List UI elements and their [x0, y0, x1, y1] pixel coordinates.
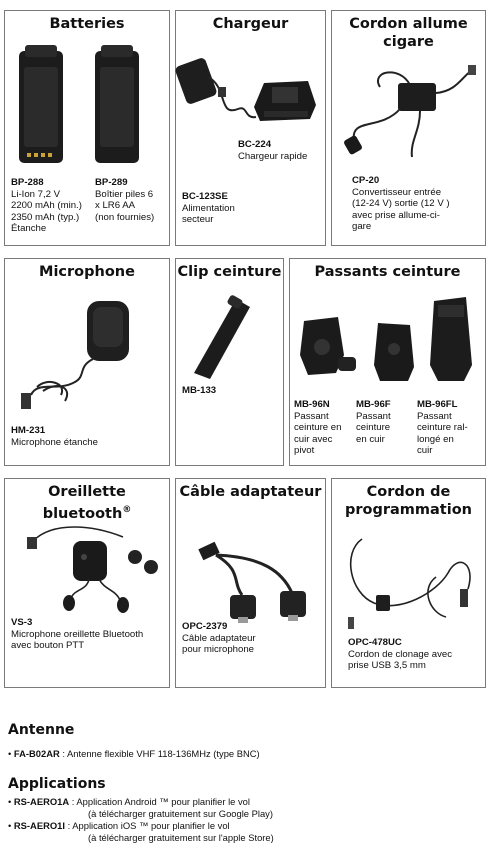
opc-2379-line: Câble adaptateur [182, 632, 256, 644]
bp-288-line: 2350 mAh (typ.) [11, 211, 80, 223]
antenne-heading: Antenne [8, 722, 75, 738]
mb-96fl-caption [417, 399, 468, 457]
app-ios-text: : Application iOS ™ pour planifier le vol [64, 820, 230, 831]
opc-478uc-line: prise USB 3,5 mm [348, 660, 426, 672]
chargeur-panel [175, 10, 326, 246]
programmation-panel [331, 478, 486, 688]
cp-20-caption [352, 175, 450, 233]
hm-231-image [17, 287, 157, 417]
mb-96fl-image [424, 295, 480, 385]
bullet: • [8, 796, 12, 807]
bp-289-line: (non fournies) [95, 211, 155, 223]
hm-231-model: HM-231 [11, 425, 46, 436]
bc-123se-line: secteur [182, 214, 214, 226]
bc-224-model: BC-224 [238, 139, 272, 150]
cp-20-model: CP-20 [352, 175, 380, 186]
mb-96f-line: en cuir [356, 433, 385, 445]
bp-289-line: x LR6 AA [95, 200, 135, 212]
mb-96n-line: Passant [294, 410, 329, 422]
antenne-item [8, 748, 260, 760]
cp-20-line: gare [352, 221, 372, 233]
cable-panel [175, 478, 326, 688]
mb-96f-model: MB-96F [356, 399, 391, 410]
mb-133-caption [182, 385, 216, 397]
oreillette-title-text: Oreillette bluetooth [42, 484, 126, 522]
mb-96n-line: pivot [294, 445, 315, 457]
mb-133-image [188, 295, 258, 385]
cp-20-line: avec prise allume-ci- [352, 209, 440, 221]
registered-mark: ® [122, 505, 132, 515]
bp-288-caption [11, 177, 82, 235]
vs-3-line: avec bouton PTT [11, 640, 85, 652]
mb-96f-line: ceinture [356, 422, 391, 434]
bp-289-image [91, 45, 151, 165]
opc-478uc-caption [348, 637, 452, 672]
bc-123se-caption [182, 191, 235, 226]
bc-123se-adapter-image [178, 47, 258, 137]
bc-123se-model: BC-123SE [182, 191, 228, 202]
clip-title: Clip ceinture [177, 264, 282, 280]
vs-3-caption [11, 617, 143, 652]
vs-3-model: VS-3 [11, 617, 33, 628]
app-android-model: RS-AERO1A [13, 796, 70, 807]
mb-96fl-line: ceinture ral- [417, 422, 468, 434]
app-android-text: : Application Android ™ pour planifier le vol [69, 796, 250, 807]
batteries-panel [4, 10, 170, 246]
cordon-cigare-title-line: cigare [383, 34, 434, 50]
cp-20-line: Convertisseur entrée [352, 186, 442, 198]
mb-96fl-model: MB-96FL [417, 399, 458, 410]
app-item-ios [8, 820, 230, 832]
app-ios-sub: (à télécharger gratuitement sur l'apple Store) [88, 832, 274, 843]
mb-133-model: MB-133 [182, 385, 217, 396]
mb-96fl-line: Passant [417, 410, 452, 422]
opc-2379-line: pour microphone [182, 644, 254, 656]
bp-288-line: Li-Ion 7,2 V [11, 188, 61, 200]
cordon-cigare-title-line: Cordon allume [349, 16, 468, 32]
oreillette-panel [4, 478, 170, 688]
bp-289-line: Boîtier piles 6 [95, 188, 154, 200]
mb-96n-model: MB-96N [294, 399, 330, 410]
mb-96f-line: Passant [356, 410, 391, 422]
opc-478uc-line: Cordon de clonage avec [348, 648, 453, 660]
opc-2379-caption [182, 621, 256, 656]
programmation-title-line: programmation [345, 502, 472, 518]
passants-title: Passants ceinture [314, 264, 461, 280]
clip-panel [175, 258, 284, 466]
bc-224-charger-image [250, 67, 320, 127]
bp-288-line: 2200 mAh (min.) [11, 200, 82, 212]
antenne-text: : Antenne flexible VHF 118-136MHz (type BNC) [59, 748, 260, 759]
bp-289-model: BP-289 [95, 177, 128, 188]
mb-96fl-line: longé en [417, 433, 454, 445]
microphone-panel [4, 258, 170, 466]
mb-96f-image [370, 319, 420, 395]
microphone-title: Microphone [39, 264, 135, 280]
vs-3-line: Microphone oreillette Bluetooth [11, 628, 144, 640]
bc-224-caption [238, 139, 307, 162]
programmation-title [332, 483, 485, 519]
cable-title: Câble adaptateur [179, 484, 322, 500]
cp-20-line: (12-24 V) sortie (12 V ) [352, 198, 450, 210]
cordon-cigare-title [332, 15, 485, 51]
bp-288-model: BP-288 [11, 177, 44, 188]
bullet: • [8, 748, 12, 759]
hm-231-caption [11, 425, 98, 448]
opc-2379-model: OPC-2379 [182, 621, 228, 632]
mb-96n-image [294, 315, 364, 391]
bullet: • [8, 820, 12, 831]
hm-231-line: Microphone étanche [11, 436, 98, 448]
mb-96n-line: ceinture en [294, 422, 342, 434]
opc-478uc-image [340, 533, 480, 633]
mb-96fl-line: cuir [417, 445, 433, 457]
mb-96n-caption [294, 399, 341, 457]
bc-123se-line: Alimentation [182, 202, 235, 214]
bp-289-caption [95, 177, 154, 223]
bp-288-image [15, 45, 75, 165]
app-ios-model: RS-AERO1I [13, 820, 65, 831]
applications-heading: Applications [8, 776, 106, 792]
passants-panel [289, 258, 486, 466]
bc-224-line: Chargeur rapide [238, 150, 308, 162]
bp-288-line: Étanche [11, 223, 47, 235]
cp-20-image [340, 61, 480, 171]
mb-96n-line: cuir avec [294, 433, 333, 445]
antenne-model: FA-B02AR [13, 748, 60, 759]
batteries-title: Batteries [49, 16, 125, 32]
mb-96f-caption [356, 399, 391, 445]
app-android-sub: (à télécharger gratuitement sur Google Play) [88, 808, 273, 819]
app-item-android [8, 796, 250, 808]
vs-3-image [13, 511, 163, 611]
programmation-title-line: Cordon de [366, 484, 451, 500]
chargeur-title: Chargeur [212, 16, 289, 32]
opc-478uc-model: OPC-478UC [348, 637, 402, 648]
opc-2379-image [182, 521, 322, 631]
cordon-cigare-panel [331, 10, 486, 246]
